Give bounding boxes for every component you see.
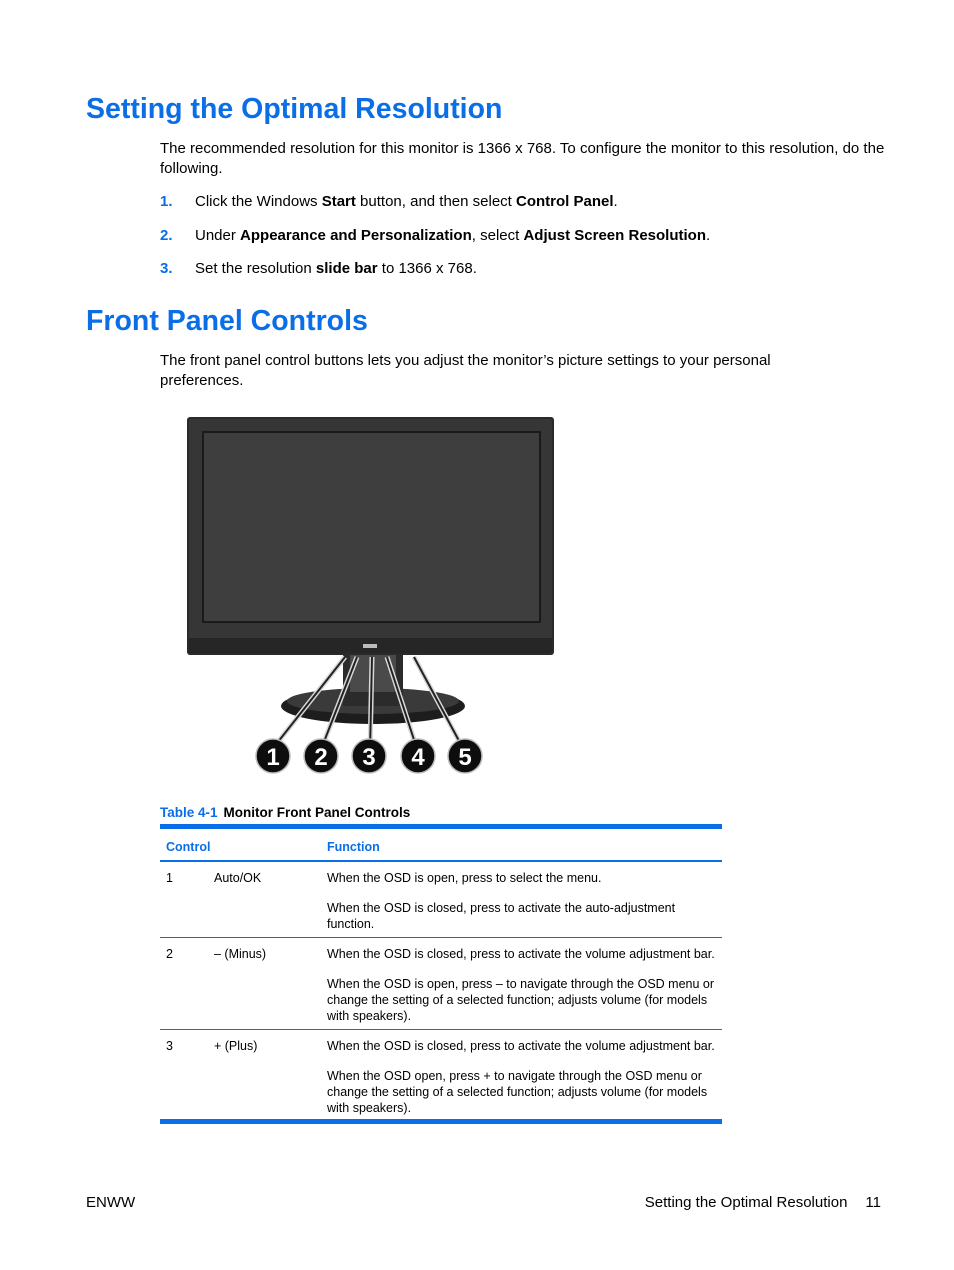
callout-4: [401, 739, 435, 773]
section-heading-front-panel: Front Panel Controls: [86, 305, 368, 337]
svg-text:5: 5: [458, 744, 472, 771]
step-number: 3.: [160, 260, 173, 277]
footer-section-title: Setting the Optimal Resolution: [644, 1194, 848, 1211]
row-number: 3: [166, 1039, 173, 1053]
monitor-screen: [203, 432, 540, 622]
step-number: 1.: [160, 193, 173, 210]
header-control: Control: [166, 840, 211, 854]
row-control-name: + (Plus): [214, 1039, 258, 1053]
monitor-diagram: [180, 412, 560, 778]
row-number: 1: [166, 871, 173, 885]
table-header-row: [160, 829, 722, 860]
svg-text:1: 1: [266, 744, 280, 771]
callout-3: [352, 739, 386, 773]
page-number: 11: [865, 1194, 881, 1211]
footer-code: ENWW: [86, 1194, 136, 1211]
table-caption-label: Table 4-1: [160, 805, 218, 820]
table-caption: [160, 805, 410, 820]
table-caption-title: Monitor Front Panel Controls: [223, 805, 411, 820]
callout-1: [256, 739, 290, 773]
row-number: 2: [166, 947, 173, 961]
monitor-front-illustration: [180, 412, 560, 778]
table-row: [160, 862, 722, 937]
row-function: When the OSD is closed, press to activate the volume adjustment bar. When the OSD is open, press – to navigate through the OSD menu or change the setting of a selected function; adjusts volume (for models with speakers).: [327, 947, 715, 1023]
step-number: 2.: [160, 227, 173, 244]
svg-text:2: 2: [314, 744, 328, 771]
header-function: Function: [327, 840, 380, 854]
table-row: [160, 938, 722, 1029]
row-function: When the OSD is open, press to select the menu. When the OSD is closed, press to activate the auto-adjustment function.: [327, 871, 676, 931]
row-control-name: Auto/OK: [214, 871, 262, 885]
svg-text:4: 4: [411, 744, 425, 771]
front-panel-controls-table: [160, 824, 722, 1124]
front-panel-intro: The front panel control buttons lets you adjust the monitor’s picture settings to your personal preferences.: [160, 352, 771, 389]
row-control-name: – (Minus): [214, 947, 267, 961]
callout-5: [448, 739, 482, 773]
row-function: When the OSD is closed, press to activate the volume adjustment bar. When the OSD open, press + to navigate through the OSD menu or change the setting of a selected function; adjusts volume (for models with speakers).: [327, 1039, 715, 1115]
callout-2: [304, 739, 338, 773]
logo-mark: [363, 644, 377, 648]
table-row: [160, 1030, 722, 1119]
section-heading-resolution: Setting the Optimal Resolution: [86, 93, 503, 125]
footer-section: [645, 1194, 881, 1211]
svg-text:3: 3: [362, 744, 376, 771]
resolution-intro: The recommended resolution for this monitor is 1366 x 768. To configure the monitor to this resolution, do the following.: [160, 140, 885, 177]
